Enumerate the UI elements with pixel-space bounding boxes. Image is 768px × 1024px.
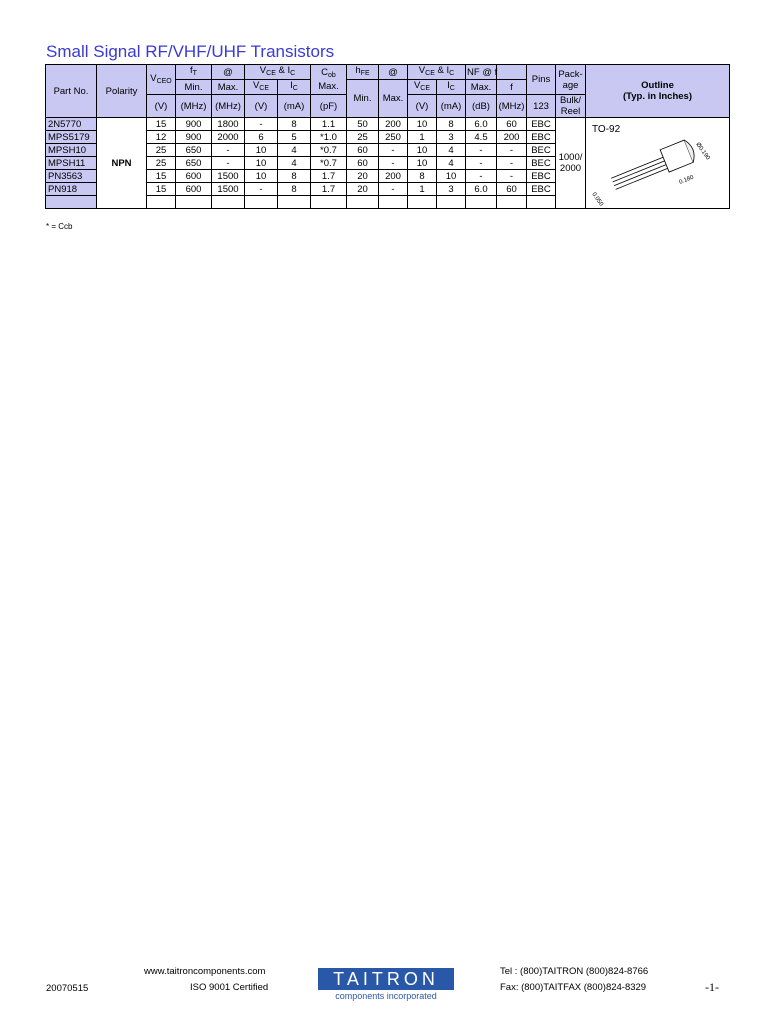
empty-cell <box>497 196 527 209</box>
unit-vce-2: (V) <box>408 95 437 118</box>
cell-ic: 8 <box>278 170 311 183</box>
cell-ft-min: 600 <box>176 170 212 183</box>
unit-f: (MHz) <box>497 95 527 118</box>
cell-vce-2: 10 <box>408 118 437 131</box>
header-hfe-min: Min. <box>347 80 379 118</box>
cell-vceo: 12 <box>147 131 176 144</box>
empty-cell <box>245 196 278 209</box>
unit-ft-min: (MHz) <box>176 95 212 118</box>
cell-vce: 10 <box>245 157 278 170</box>
cell-vce: - <box>245 118 278 131</box>
cell-ft-max: 1800 <box>212 118 245 131</box>
cell-cob: 1.7 <box>311 183 347 196</box>
cell-nf: 6.0 <box>466 183 497 196</box>
cell-ft-max: - <box>212 144 245 157</box>
cell-hfe-min: 20 <box>347 183 379 196</box>
header-vceo: $V_{CEO}$ <box>147 65 176 95</box>
cell-hfe-max: - <box>379 183 408 196</box>
footnote: * = Ccb <box>46 222 73 231</box>
unit-ic-2: (mA) <box>437 95 466 118</box>
unit-vceo: (V) <box>147 95 176 118</box>
logo-tagline: components incorporated <box>335 991 437 1001</box>
part-number-empty <box>46 196 97 209</box>
cell-vceo: 25 <box>147 144 176 157</box>
empty-cell <box>147 196 176 209</box>
cell-nf: 4.5 <box>466 131 497 144</box>
empty-cell <box>212 196 245 209</box>
outline-dim-length: 0.180 <box>678 174 695 186</box>
cell-hfe-min: 60 <box>347 157 379 170</box>
cell-ft-max: 1500 <box>212 170 245 183</box>
empty-cell <box>176 196 212 209</box>
cell-nf: - <box>466 157 497 170</box>
to92-package-drawing <box>588 122 724 210</box>
unit-ft-max: (MHz) <box>212 95 245 118</box>
header-pins: Pins <box>527 65 556 95</box>
unit-bulk-reel: Bulk/ Reel <box>556 95 586 118</box>
footer-iso: ISO 9001 Certified <box>190 982 269 993</box>
empty-cell <box>437 196 466 209</box>
cell-vceo: 25 <box>147 157 176 170</box>
cell-ft-max: 2000 <box>212 131 245 144</box>
unit-cob: (pF) <box>311 95 347 118</box>
cell-hfe-min: 25 <box>347 131 379 144</box>
header-at-1: @ <box>212 65 245 80</box>
header-nf-f <box>497 65 527 80</box>
package-value: 1000/ 2000 <box>556 118 586 209</box>
empty-cell <box>311 196 347 209</box>
header-hfe-max: Max. <box>379 80 408 118</box>
cell-pins: EBC <box>527 183 556 196</box>
cell-vce: 10 <box>245 144 278 157</box>
cell-vce-2: 1 <box>408 183 437 196</box>
cell-hfe-min: 50 <box>347 118 379 131</box>
cell-ic: 5 <box>278 131 311 144</box>
header-cob: $C_{ob}$ Max. <box>311 65 347 95</box>
header-package: Pack-age <box>556 65 586 95</box>
cell-ic: 8 <box>278 118 311 131</box>
cell-cob: *0.7 <box>311 157 347 170</box>
header-nf-max: Max. <box>466 80 497 95</box>
cell-f: - <box>497 144 527 157</box>
cell-vce-2: 10 <box>408 157 437 170</box>
empty-cell <box>408 196 437 209</box>
header-outline: Outline (Typ. in Inches) <box>586 65 730 118</box>
cell-hfe-max: - <box>379 157 408 170</box>
cell-hfe-min: 60 <box>347 144 379 157</box>
outline-cell <box>586 118 730 209</box>
cell-hfe-max: 200 <box>379 170 408 183</box>
empty-cell <box>527 196 556 209</box>
cell-vce: 6 <box>245 131 278 144</box>
cell-ft-min: 600 <box>176 183 212 196</box>
cell-pins: EBC <box>527 170 556 183</box>
header-part-no: Part No. <box>46 65 97 118</box>
cell-cob: 1.7 <box>311 170 347 183</box>
cell-pins: BEC <box>527 144 556 157</box>
page-title: Small Signal RF/VHF/UHF Transistors <box>46 42 335 61</box>
taitron-logo <box>318 968 454 1002</box>
cell-ic: 4 <box>278 157 311 170</box>
page-number: -1- <box>705 980 719 994</box>
cell-cob: 1.1 <box>311 118 347 131</box>
cell-vceo: 15 <box>147 170 176 183</box>
footer-tel: Tel : (800)TAITRON (800)824-8766 <box>500 966 649 977</box>
cell-vceo: 15 <box>147 183 176 196</box>
outline-dim-diameter: Ø0.190 <box>694 141 711 162</box>
unit-pins: 123 <box>527 95 556 118</box>
cell-ft-min: 650 <box>176 157 212 170</box>
cell-ic-2: 3 <box>437 183 466 196</box>
cell-f: - <box>497 170 527 183</box>
cell-ic: 8 <box>278 183 311 196</box>
cell-pins: EBC <box>527 131 556 144</box>
table-row <box>46 118 730 131</box>
outline-label: TO-92 <box>592 124 621 135</box>
cell-vce-2: 8 <box>408 170 437 183</box>
cell-ft-min: 650 <box>176 144 212 157</box>
part-number: PN918 <box>46 183 97 196</box>
cell-vce: 10 <box>245 170 278 183</box>
footer-date: 20070515 <box>46 983 89 994</box>
cell-ic-2: 3 <box>437 131 466 144</box>
cell-hfe-min: 20 <box>347 170 379 183</box>
cell-ft-max: - <box>212 157 245 170</box>
footer-fax: Fax: (800)TAITFAX (800)824-8329 <box>500 982 647 993</box>
part-number: MPS5179 <box>46 131 97 144</box>
cell-vceo: 15 <box>147 118 176 131</box>
header-hfe: $h_{FE}$ <box>347 65 379 80</box>
empty-cell <box>379 196 408 209</box>
cell-nf: - <box>466 170 497 183</box>
logo-text: TAITRON <box>318 968 454 990</box>
empty-cell <box>347 196 379 209</box>
cell-vce-2: 1 <box>408 131 437 144</box>
cell-hfe-max: 250 <box>379 131 408 144</box>
cell-ft-max: 1500 <box>212 183 245 196</box>
part-number: PN3563 <box>46 170 97 183</box>
header-ic-2: $I_C$ <box>437 80 466 95</box>
cell-cob: *0.7 <box>311 144 347 157</box>
cell-vce-2: 10 <box>408 144 437 157</box>
cell-vce: - <box>245 183 278 196</box>
cell-ic-2: 4 <box>437 157 466 170</box>
cell-hfe-max: 200 <box>379 118 408 131</box>
unit-ic: (mA) <box>278 95 311 118</box>
cell-ic-2: 4 <box>437 144 466 157</box>
cell-nf: - <box>466 144 497 157</box>
header-at-2: @ <box>379 65 408 80</box>
cell-f: 60 <box>497 118 527 131</box>
header-ic-1: $I_C$ <box>278 80 311 95</box>
header-vce-ic-2: $V_{CE}$ & $I_C$ <box>408 65 466 80</box>
header-ft-max: Max. <box>212 80 245 95</box>
empty-cell <box>278 196 311 209</box>
part-number: 2N5770 <box>46 118 97 131</box>
cell-ic-2: 10 <box>437 170 466 183</box>
cell-f: 200 <box>497 131 527 144</box>
cell-pins: EBC <box>527 118 556 131</box>
unit-nf: (dB) <box>466 95 497 118</box>
cell-ic: 4 <box>278 144 311 157</box>
part-number: MPSH10 <box>46 144 97 157</box>
cell-cob: *1.0 <box>311 131 347 144</box>
cell-nf: 6.0 <box>466 118 497 131</box>
header-ft-min: Min. <box>176 80 212 95</box>
cell-pins: BEC <box>527 157 556 170</box>
header-polarity: Polarity <box>97 65 147 118</box>
cell-ft-min: 900 <box>176 118 212 131</box>
cell-f: - <box>497 157 527 170</box>
part-number: MPSH11 <box>46 157 97 170</box>
polarity-value: NPN <box>97 118 147 209</box>
unit-vce: (V) <box>245 95 278 118</box>
cell-ft-min: 900 <box>176 131 212 144</box>
header-nf: NF @ f <box>467 66 498 78</box>
empty-cell <box>466 196 497 209</box>
header-f: f <box>497 80 527 95</box>
header-vce-2: $V_{CE}$ <box>408 80 437 95</box>
cell-f: 60 <box>497 183 527 196</box>
header-vce-ic-1: $V_{CE}$ & $I_C$ <box>245 65 311 80</box>
header-vce-1: $V_{CE}$ <box>245 80 278 95</box>
cell-ic-2: 8 <box>437 118 466 131</box>
outline-dim-pitch: 0.050 <box>590 191 604 208</box>
cell-hfe-max: - <box>379 144 408 157</box>
header-ft: $f_T$ <box>176 65 212 80</box>
transistor-spec-table <box>45 64 730 209</box>
header-row-1 <box>46 65 730 80</box>
footer-website[interactable]: www.taitroncomponents.com <box>144 966 266 977</box>
